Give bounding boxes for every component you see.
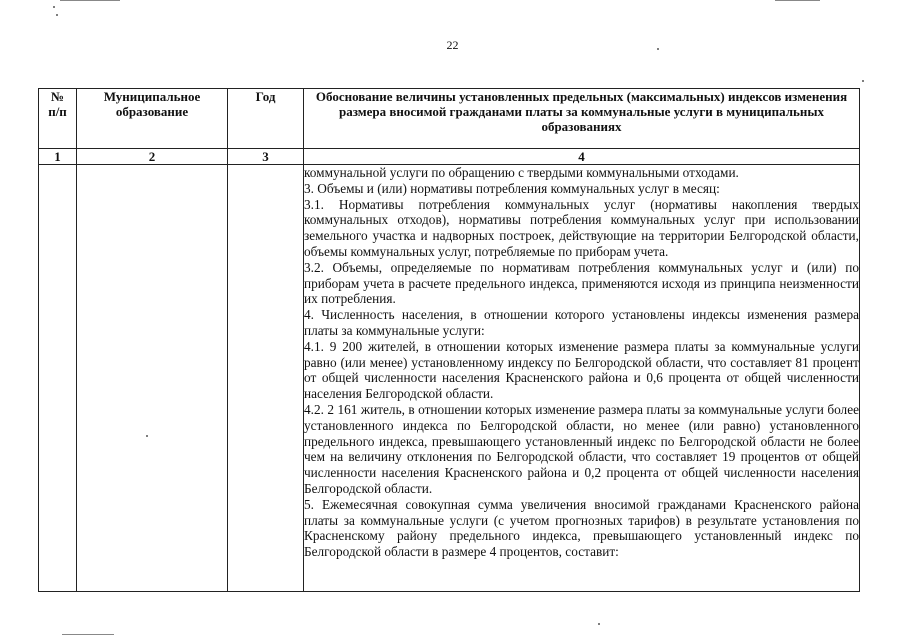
cell-year (228, 165, 304, 592)
speck (598, 623, 600, 625)
page-number: 22 (446, 38, 459, 52)
paragraph: коммунальной услуги по обращению с твердыми коммунальными отходами. (304, 165, 739, 180)
edge-line-top-left (60, 0, 120, 1)
paragraph: 4.2. 2 161 житель, в отношении которых изменение размера платы за коммунальные услуги более установленного индекса по Белгородской области, но менее (или равно) установленного предельного индекса, превышающего установленный индекс по Белгородской области не более чем на величину отклонения по Белгородской области, что составляет 19 процентов от общей численности населения Красненского района и 0,2 процента от общей численности населения Белгородской области. (304, 401, 859, 496)
paragraph: 3. Объемы и (или) нормативы потребления коммунальных услуг в месяц: (304, 180, 720, 196)
speck (53, 6, 55, 8)
header-municipality: Муниципальное образование (77, 89, 228, 149)
speck (56, 14, 58, 16)
cell-index (39, 165, 77, 592)
edge-line-bottom-left (62, 634, 114, 635)
paragraph: 4. Численность населения, в отношении которого установлены индексы изменения размера платы за коммунальные услуги: (304, 307, 859, 338)
column-number: 4 (304, 149, 860, 165)
paragraph: 5. Ежемесячная совокупная сумма увеличения вносимой гражданами Красненского района платы за коммунальные услуги (с учетом прогнозных тарифов) в результате установления по Красненскому району предельного индекса, превышающего установленный индекс по Белгородской области в размере 4 процентов, составит: (304, 496, 859, 560)
speck (657, 48, 659, 50)
column-number: 3 (228, 149, 304, 165)
column-number-row (39, 149, 860, 165)
header-justification: Обоснование величины установленных предельных (максимальных) индексов изменения размера вносимой гражданами платы за коммунальные услуги в муниципальных образованиях (304, 89, 860, 149)
paragraph: 4.1. 9 200 жителей, в отношении которых изменение размера платы за коммунальные услуги равно (или менее) установленному индексу по Белгородской области, что составляет 81 процент от общей численности населения Красненского района и 0,6 процента от общей численности населения Белгородской области. (304, 338, 859, 402)
cell-municipality (77, 165, 228, 592)
header-row (39, 89, 860, 149)
paragraph: 3.2. Объемы, определяемые по нормативам потребления коммунальных услуг и (или) по приборам учета в расчете предельного индекса, применяются исходя из принципа неизменности их потребления. (304, 259, 859, 307)
cell-justification (304, 165, 860, 592)
header-year: Год (228, 89, 304, 149)
paragraph: 3.1. Нормативы потребления коммунальных услуг (нормативы накопления твердых коммунальных отходов), нормативы потребления коммунальных услуг при использовании земельного участка и надворных построек, действующие на территории Белгородской области, объемы коммунальных услуг, потребляемые по приборам учета. (304, 196, 859, 259)
header-index: № п/п (39, 89, 77, 149)
column-number: 1 (39, 149, 77, 165)
speck (862, 80, 864, 82)
body-row (39, 165, 860, 592)
column-number: 2 (77, 149, 228, 165)
justification-table (38, 88, 860, 592)
edge-line-top-right (775, 0, 820, 1)
